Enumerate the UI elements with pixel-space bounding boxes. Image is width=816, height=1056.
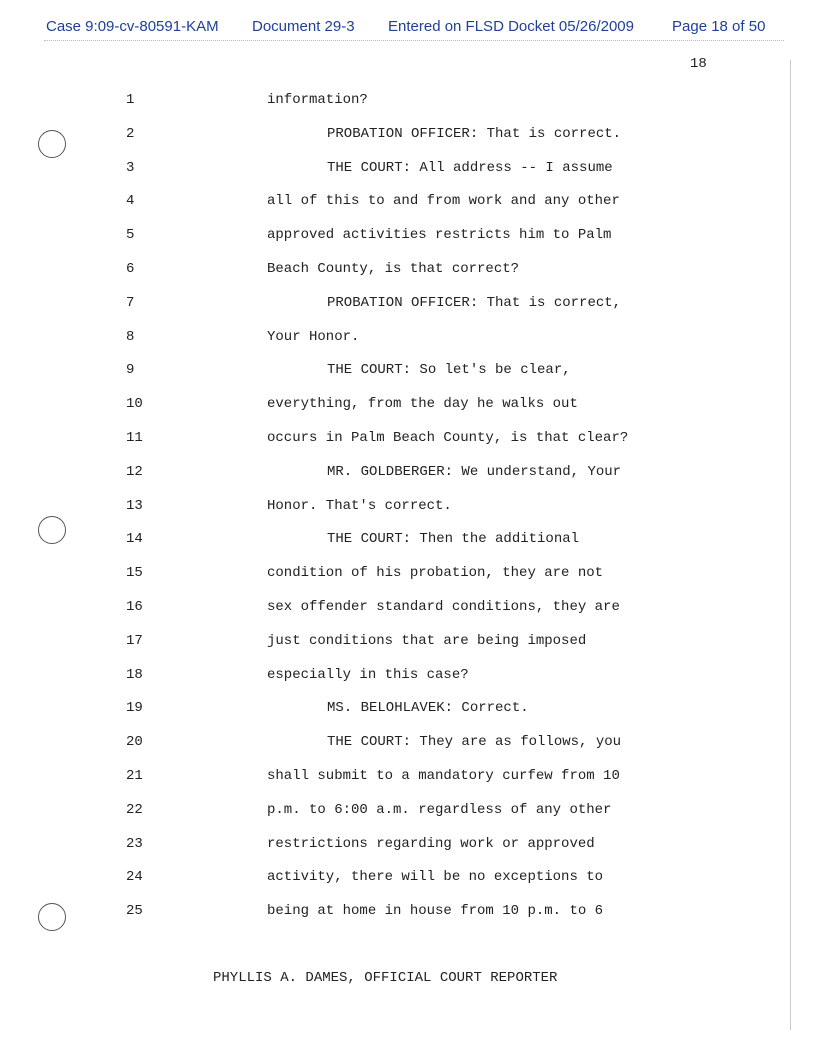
transcript-line [0,802,790,822]
line-number: 19 [126,700,143,717]
transcript-line [0,261,790,281]
case-number: Case 9:09-cv-80591-KAM [46,18,219,35]
court-reporter-footer: PHYLLIS A. DAMES, OFFICIAL COURT REPORTER [213,970,558,986]
line-text: Beach County, is that correct? [267,261,520,277]
line-text: MR. GOLDBERGER: We understand, Your [327,463,622,480]
line-text: occurs in Palm Beach County, is that clear? [267,430,629,446]
line-number: 13 [126,497,143,514]
transcript-line [0,565,790,585]
line-text: MS. BELOHLAVEK: Correct. [327,700,529,717]
transcript-line [0,599,790,619]
transcript-line [0,92,790,112]
line-number: 8 [126,328,135,345]
transcript-line [0,464,790,484]
transcript-line [0,531,790,551]
transcript-line [0,869,790,889]
transcript-line [0,227,790,247]
header-divider [44,40,784,41]
line-text: everything, from the day he walks out [267,396,578,413]
line-number: 17 [126,632,143,649]
transcript-line [0,430,790,450]
docket-entry-date: Entered on FLSD Docket 05/26/2009 [388,18,634,35]
line-number: 6 [126,261,135,277]
line-text: Honor. That's correct. [267,497,452,514]
line-text: all of this to and from work and any other [267,193,620,210]
line-text: shall submit to a mandatory curfew from 10 [267,768,620,784]
line-number: 9 [126,362,135,379]
line-number: 14 [126,531,143,548]
line-text: THE COURT: Then the additional [327,531,580,548]
transcript-line [0,362,790,382]
line-number: 21 [126,768,143,784]
transcript-line [0,903,790,923]
line-number: 24 [126,869,143,886]
line-text: being at home in house from 10 p.m. to 6 [267,903,604,920]
line-number: 7 [126,294,135,311]
transcript-line [0,126,790,146]
line-number: 16 [126,599,143,615]
line-number: 5 [126,227,135,244]
transcript-line [0,193,790,213]
line-text: just conditions that are being imposed [267,632,587,649]
line-text: Your Honor. [267,328,360,345]
transcript-line [0,667,790,687]
document-number: Document 29-3 [252,18,355,35]
line-number: 23 [126,835,143,852]
line-text: restrictions regarding work or approved [267,835,595,852]
transcript-line [0,633,790,653]
line-text: PROBATION OFFICER: That is correct. [327,125,622,142]
transcript-line [0,498,790,518]
line-text: sex offender standard conditions, they are [267,599,620,615]
line-number: 11 [126,430,143,446]
transcript-line [0,734,790,754]
transcript-line [0,836,790,856]
page-indicator: Page 18 of 50 [672,18,766,35]
transcript-line [0,295,790,315]
transcript-line [0,396,790,416]
line-text: PROBATION OFFICER: That is correct, [327,294,622,311]
transcript-line [0,768,790,788]
line-number: 2 [126,125,135,142]
line-text: information? [267,92,368,108]
transcript-page-number: 18 [690,56,707,72]
line-number: 18 [126,666,143,683]
line-number: 12 [126,463,143,480]
line-number: 25 [126,903,143,920]
line-number: 3 [126,159,135,176]
line-number: 20 [126,734,143,751]
transcript-line [0,329,790,349]
transcript-line [0,700,790,720]
line-number: 15 [126,565,143,582]
page-edge-line [790,60,791,1030]
line-text: approved activities restricts him to Palm [267,227,612,244]
transcript-line [0,160,790,180]
docket-header [0,18,816,38]
line-text: activity, there will be no exceptions to [267,869,604,886]
line-text: condition of his probation, they are not [267,565,604,582]
line-text: p.m. to 6:00 a.m. regardless of any other [267,801,612,818]
line-number: 22 [126,801,143,818]
line-number: 10 [126,396,143,413]
line-text: THE COURT: So let's be clear, [327,362,571,379]
line-number: 4 [126,193,135,210]
line-number: 1 [126,92,135,108]
line-text: THE COURT: They are as follows, you [327,734,622,751]
line-text: especially in this case? [267,666,469,683]
line-text: THE COURT: All address -- I assume [327,159,613,176]
